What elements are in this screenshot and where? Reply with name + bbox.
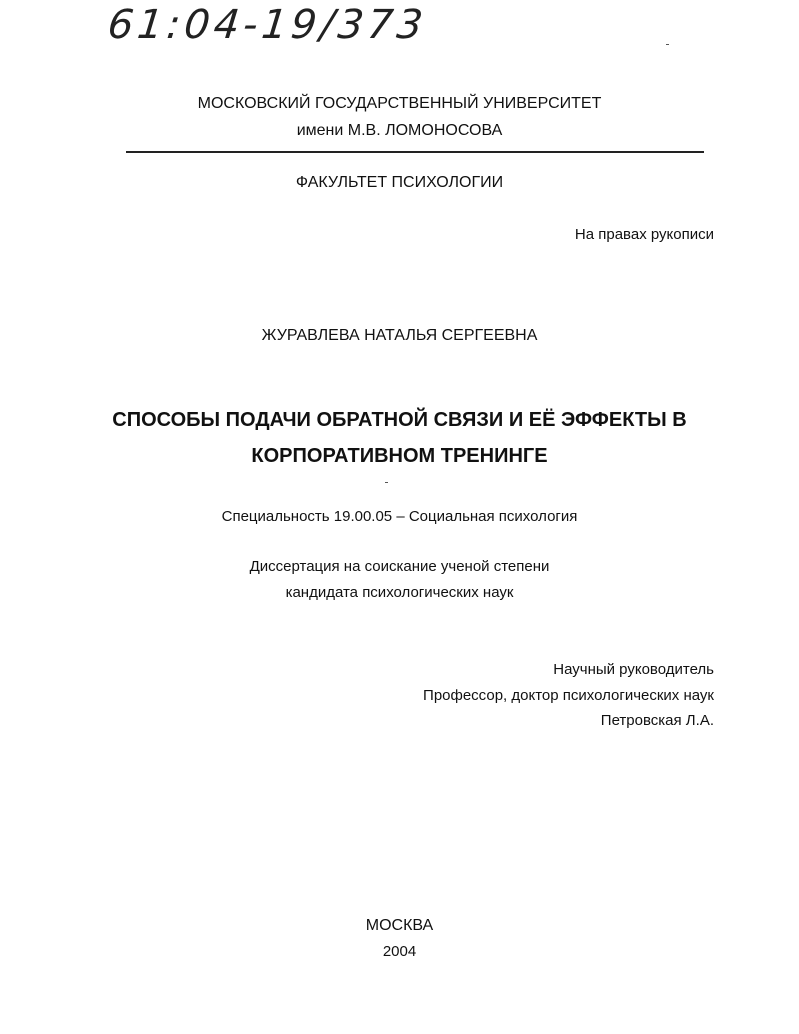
city: МОСКВА (365, 917, 434, 934)
dissertation-title-line1: СПОСОБЫ ПОДАЧИ ОБРАТНОЙ СВЯЗИ И ЕЁ ЭФФЕКТЫ В (112, 409, 687, 431)
manuscript-rights-note: На правах рукописи (574, 226, 714, 243)
archive-number-handwritten: 61:04-19/373 (105, 2, 429, 48)
author-name: ЖУРАВЛЕВА НАТАЛЬЯ СЕРГЕЕВНА (261, 327, 538, 344)
supervisor-name: Петровская Л.А. (600, 712, 714, 729)
year: 2004 (382, 943, 417, 960)
dissertation-title-line2: КОРПОРАТИВНОМ ТРЕНИНГЕ (251, 445, 548, 467)
scan-speck (385, 482, 388, 483)
specialty-line: Специальность 19.00.05 – Социальная психология (221, 508, 578, 525)
header-divider (126, 151, 704, 153)
degree-line2: кандидата психологических наук (285, 584, 514, 601)
university-name: МОСКОВСКИЙ ГОСУДАРСТВЕННЫЙ УНИВЕРСИТЕТ (197, 95, 602, 112)
degree-line1: Диссертация на соискание ученой степени (249, 558, 550, 575)
supervisor-label: Научный руководитель (553, 661, 714, 678)
university-name-line2: имени М.В. ЛОМОНОСОВА (296, 122, 503, 139)
scan-speck (666, 44, 669, 45)
faculty-name: ФАКУЛЬТЕТ ПСИХОЛОГИИ (295, 174, 504, 191)
dissertation-title (0, 402, 799, 474)
supervisor-position: Профессор, доктор психологических наук (423, 687, 714, 704)
